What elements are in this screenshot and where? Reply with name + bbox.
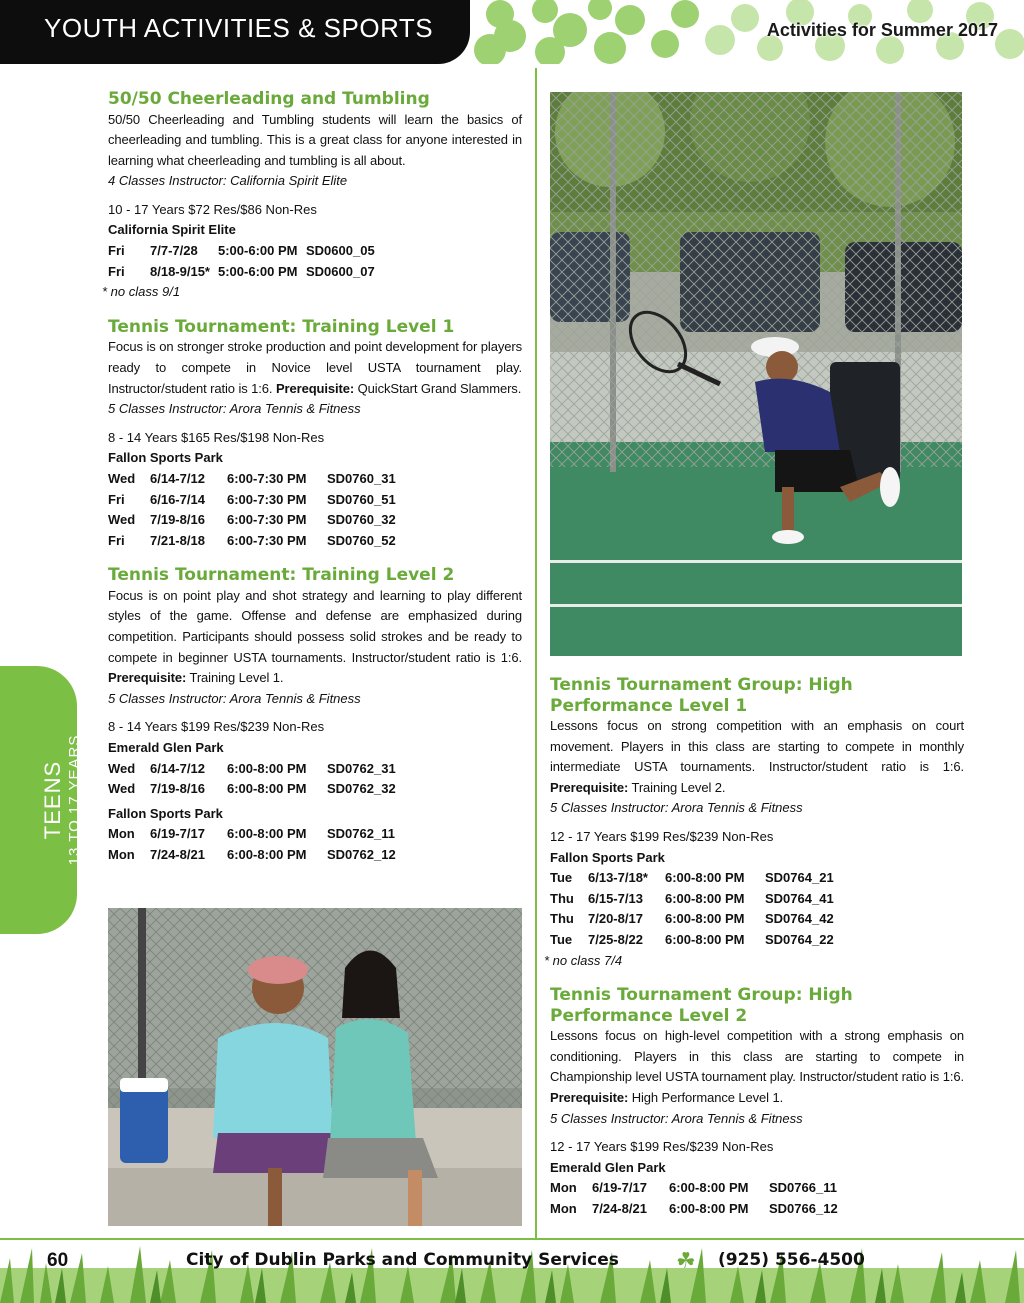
column-divider — [535, 68, 537, 1238]
program-title: Tennis Tournament: Training Level 1 — [108, 316, 455, 337]
schedule-row: Mon 7/24-8/21 6:00-8:00 PM SD0762_12 — [108, 846, 396, 862]
program-title: Tennis Tournament Group: High Performance Level 1 — [550, 675, 853, 716]
schedule-row: Mon 7/24-8/21 6:00-8:00 PM SD0766_12 — [550, 1200, 838, 1216]
program-tennis-training-1 — [108, 317, 522, 551]
program-location: Emerald Glen Park — [550, 1159, 666, 1175]
program-meta: 4 Classes Instructor: California Spirit Elite — [108, 173, 348, 189]
program-description: Focus is on point play and shot strategy and learning to play different styles of the game. Offense and defense are emphasized during competition. Participants should possess solid strokes and be ready to compete in beginner USTA tournaments. Instructor/student ratio is 1:6. Prerequisite: Training Level 1. — [108, 587, 522, 686]
program-location: Emerald Glen Park — [108, 739, 224, 755]
shamrock-icon: ☘ — [676, 1248, 696, 1273]
schedule-note: * no class 7/4 — [544, 952, 623, 968]
photo-two-girls — [108, 908, 522, 1226]
schedule-row: Mon 6/19-7/17 6:00-8:00 PM SD0766_11 — [550, 1180, 837, 1196]
schedule-note: * no class 9/1 — [102, 284, 181, 300]
program-description: Lessons focus on strong competition with an emphasis on court movement. Players in this class are starting to compete in monthly intermediate USTA tournaments. Instructor/student ratio is 1:6. Prerequisite: Training Level 2. — [550, 718, 964, 795]
program-meta: 5 Classes Instructor: Arora Tennis & Fitness — [108, 401, 361, 417]
section-header-bar — [0, 0, 470, 64]
program-meta: 5 Classes Instructor: Arora Tennis & Fitness — [550, 800, 803, 816]
schedule-row: Fri 7/7-7/28 5:00-6:00 PM SD0600_05 — [108, 243, 375, 259]
footer-phone: (925) 556-4500 — [718, 1250, 865, 1270]
schedule-row: Wed 6/14-7/12 6:00-7:30 PM SD0760_31 — [108, 470, 396, 486]
schedule-row: Thu 6/15-7/13 6:00-8:00 PM SD0764_41 — [550, 890, 834, 906]
program-location: Fallon Sports Park — [550, 849, 665, 865]
program-title: 50/50 Cheerleading and Tumbling — [108, 89, 430, 109]
program-location: California Spirit Elite — [108, 222, 236, 238]
program-age-fee: 8 - 14 Years $165 Res/$198 Non-Res — [108, 429, 325, 445]
schedule-row: Wed 7/19-8/16 6:00-8:00 PM SD0762_32 — [108, 781, 396, 797]
program-cheerleading — [102, 89, 522, 303]
program-meta: 5 Classes Instructor: Arora Tennis & Fitness — [108, 690, 361, 706]
schedule-row: Thu 7/20-8/17 6:00-8:00 PM SD0764_42 — [550, 911, 834, 927]
schedule-row: Fri 7/21-8/18 6:00-7:30 PM SD0760_52 — [108, 532, 396, 548]
program-location: Fallon Sports Park — [108, 450, 223, 466]
schedule-row: Mon 6/19-7/17 6:00-8:00 PM SD0762_11 — [108, 826, 395, 842]
schedule-row: Tue 7/25-8/22 6:00-8:00 PM SD0764_22 — [550, 931, 834, 947]
program-meta: 5 Classes Instructor: Arora Tennis & Fitness — [550, 1110, 803, 1126]
footer-organization: City of Dublin Parks and Community Services — [186, 1250, 619, 1270]
schedule-row: Wed 7/19-8/16 6:00-7:30 PM SD0760_32 — [108, 512, 396, 528]
age-group-label: TEENS 13 TO 17 YEARS — [40, 734, 83, 866]
page-header-title: Activities for Summer 2017 — [766, 20, 998, 40]
footer-grass — [0, 1238, 1024, 1303]
program-age-fee: 8 - 14 Years $199 Res/$239 Non-Res — [108, 719, 325, 735]
program-title: Tennis Tournament: Training Level 2 — [108, 565, 455, 586]
program-age-fee: 12 - 17 Years $199 Res/$239 Non-Res — [550, 828, 774, 844]
left-column — [102, 89, 522, 866]
program-age-fee: 10 - 17 Years $72 Res/$86 Non-Res — [108, 201, 317, 217]
header-shamrock-banner — [470, 0, 1024, 64]
program-location: Fallon Sports Park — [108, 805, 223, 821]
program-description: 50/50 Cheerleading and Tumbling students will learn the basics of cheerleading and tumbling. This is a great class for anyone interested in learning what cheerleading and tumbling is all about. — [108, 111, 522, 168]
schedule-row: Fri 6/16-7/14 6:00-7:30 PM SD0760_51 — [108, 491, 396, 507]
program-description: Focus is on stronger stroke production and point development for players ready to compete in Novice level USTA tournament play. Instructor/student ratio is 1:6. Prerequisite: QuickStart Grand Slammers. — [108, 339, 522, 396]
schedule-row: Wed 6/14-7/12 6:00-8:00 PM SD0762_31 — [108, 760, 396, 776]
program-tennis-training-2 — [108, 565, 522, 865]
photo-tennis-player — [550, 92, 962, 656]
program-title: Tennis Tournament Group: High Performance Level 2 — [550, 985, 853, 1026]
program-high-performance-2 — [550, 985, 964, 1219]
program-age-fee: 12 - 17 Years $199 Res/$239 Non-Res — [550, 1139, 774, 1155]
program-high-performance-1 — [544, 675, 964, 971]
section-title: YOUTH ACTIVITIES & SPORTS — [44, 13, 434, 43]
schedule-row: Fri 8/18-9/15* 5:00-6:00 PM SD0600_07 — [108, 263, 375, 279]
schedule-row: Tue 6/13-7/18* 6:00-8:00 PM SD0764_21 — [550, 870, 834, 886]
grass-icon — [0, 1238, 1024, 1303]
program-description: Lessons focus on high-level competition with a strong emphasis on conditioning. Players in this class are starting to compete in Championship level USTA tournament play. Instructor/student ratio is 1:6. Prerequisite: High Performance Level 1. — [550, 1028, 964, 1105]
page-number: 60 — [47, 1250, 69, 1271]
right-column — [544, 675, 964, 1219]
footer-divider — [0, 1238, 1024, 1240]
